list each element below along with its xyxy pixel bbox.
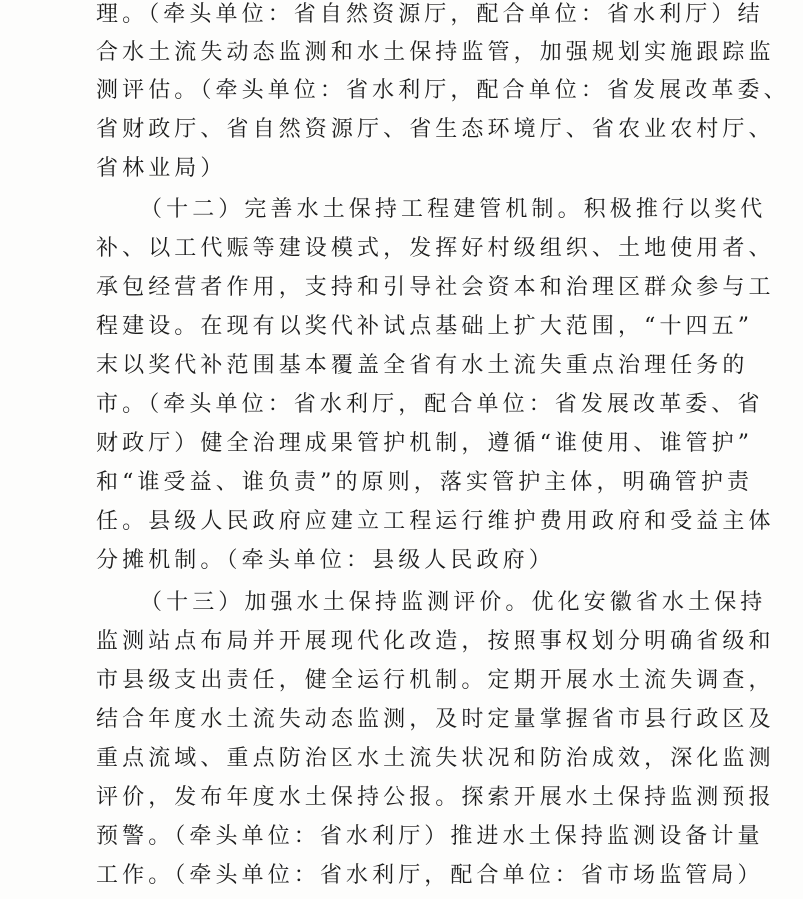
text-line: 合水土流失动态监测和水土保持监管，加强规划实施跟踪监	[96, 40, 775, 65]
text-line: 分摊机制。（牵头单位：县级人民政府）	[96, 548, 555, 573]
text-line: 市。（牵头单位：省水利厅，配合单位：省发展改革委、省	[96, 392, 764, 417]
text-line: 承包经营者作用，支持和引导社会资本和治理区群众参与工	[96, 275, 775, 300]
text-line: 预警。（牵头单位：省水利厅）推进水土保持监测设备计量	[96, 824, 764, 849]
text-line: 末以奖代补范围基本覆盖全省有水土流失重点治理任务的	[96, 353, 749, 378]
text-line: 工作。（牵头单位：省水利厅，配合单位：省市场监管局）	[96, 863, 764, 888]
text-line: 补、以工代赈等建设模式，发挥好村级组织、土地使用者、	[96, 236, 775, 261]
text-line: 财政厅）健全治理成果管护机制，遵循“谁使用、谁管护”	[96, 431, 754, 456]
text-line: 市县级支出责任，健全运行机制。定期开展水土流失调查，	[96, 668, 775, 693]
text-line: 评价，发布年度水土保持公报。探索开展水土保持监测预报	[96, 785, 775, 810]
section-13-heading-line: （十三）加强水土保持监测评价。优化安徽省水土保持	[140, 590, 767, 615]
text-line: 程建设。在现有以奖代补试点基础上扩大范围，“十四五”	[96, 314, 754, 339]
text-line: 结合年度水土流失动态监测，及时定量掌握省市县行政区及	[96, 707, 775, 732]
text-line: 测评估。（牵头单位：省水利厅，配合单位：省发展改革委、	[96, 78, 790, 103]
text-line: 省财政厅、省自然资源厅、省生态环境厅、省农业农村厅、	[96, 117, 775, 142]
text-line: 任。县级人民政府应建立工程运行维护费用政府和受益主体	[96, 509, 775, 534]
section-12-heading-line: （十二）完善水土保持工程建管机制。积极推行以奖代	[140, 197, 767, 222]
text-line: 和“谁受益、谁负责”的原则，落实管护主体，明确管护责	[96, 470, 754, 495]
text-line: 重点流域、重点防治区水土流失状况和防治成效，深化监测	[96, 746, 775, 771]
text-line: 监测站点布局并开展现代化改造，按照事权划分明确省级和	[96, 629, 775, 654]
text-line: 理。（牵头单位：省自然资源厅，配合单位：省水利厅）结	[96, 2, 764, 27]
text-line: 省林业局）	[96, 156, 227, 181]
